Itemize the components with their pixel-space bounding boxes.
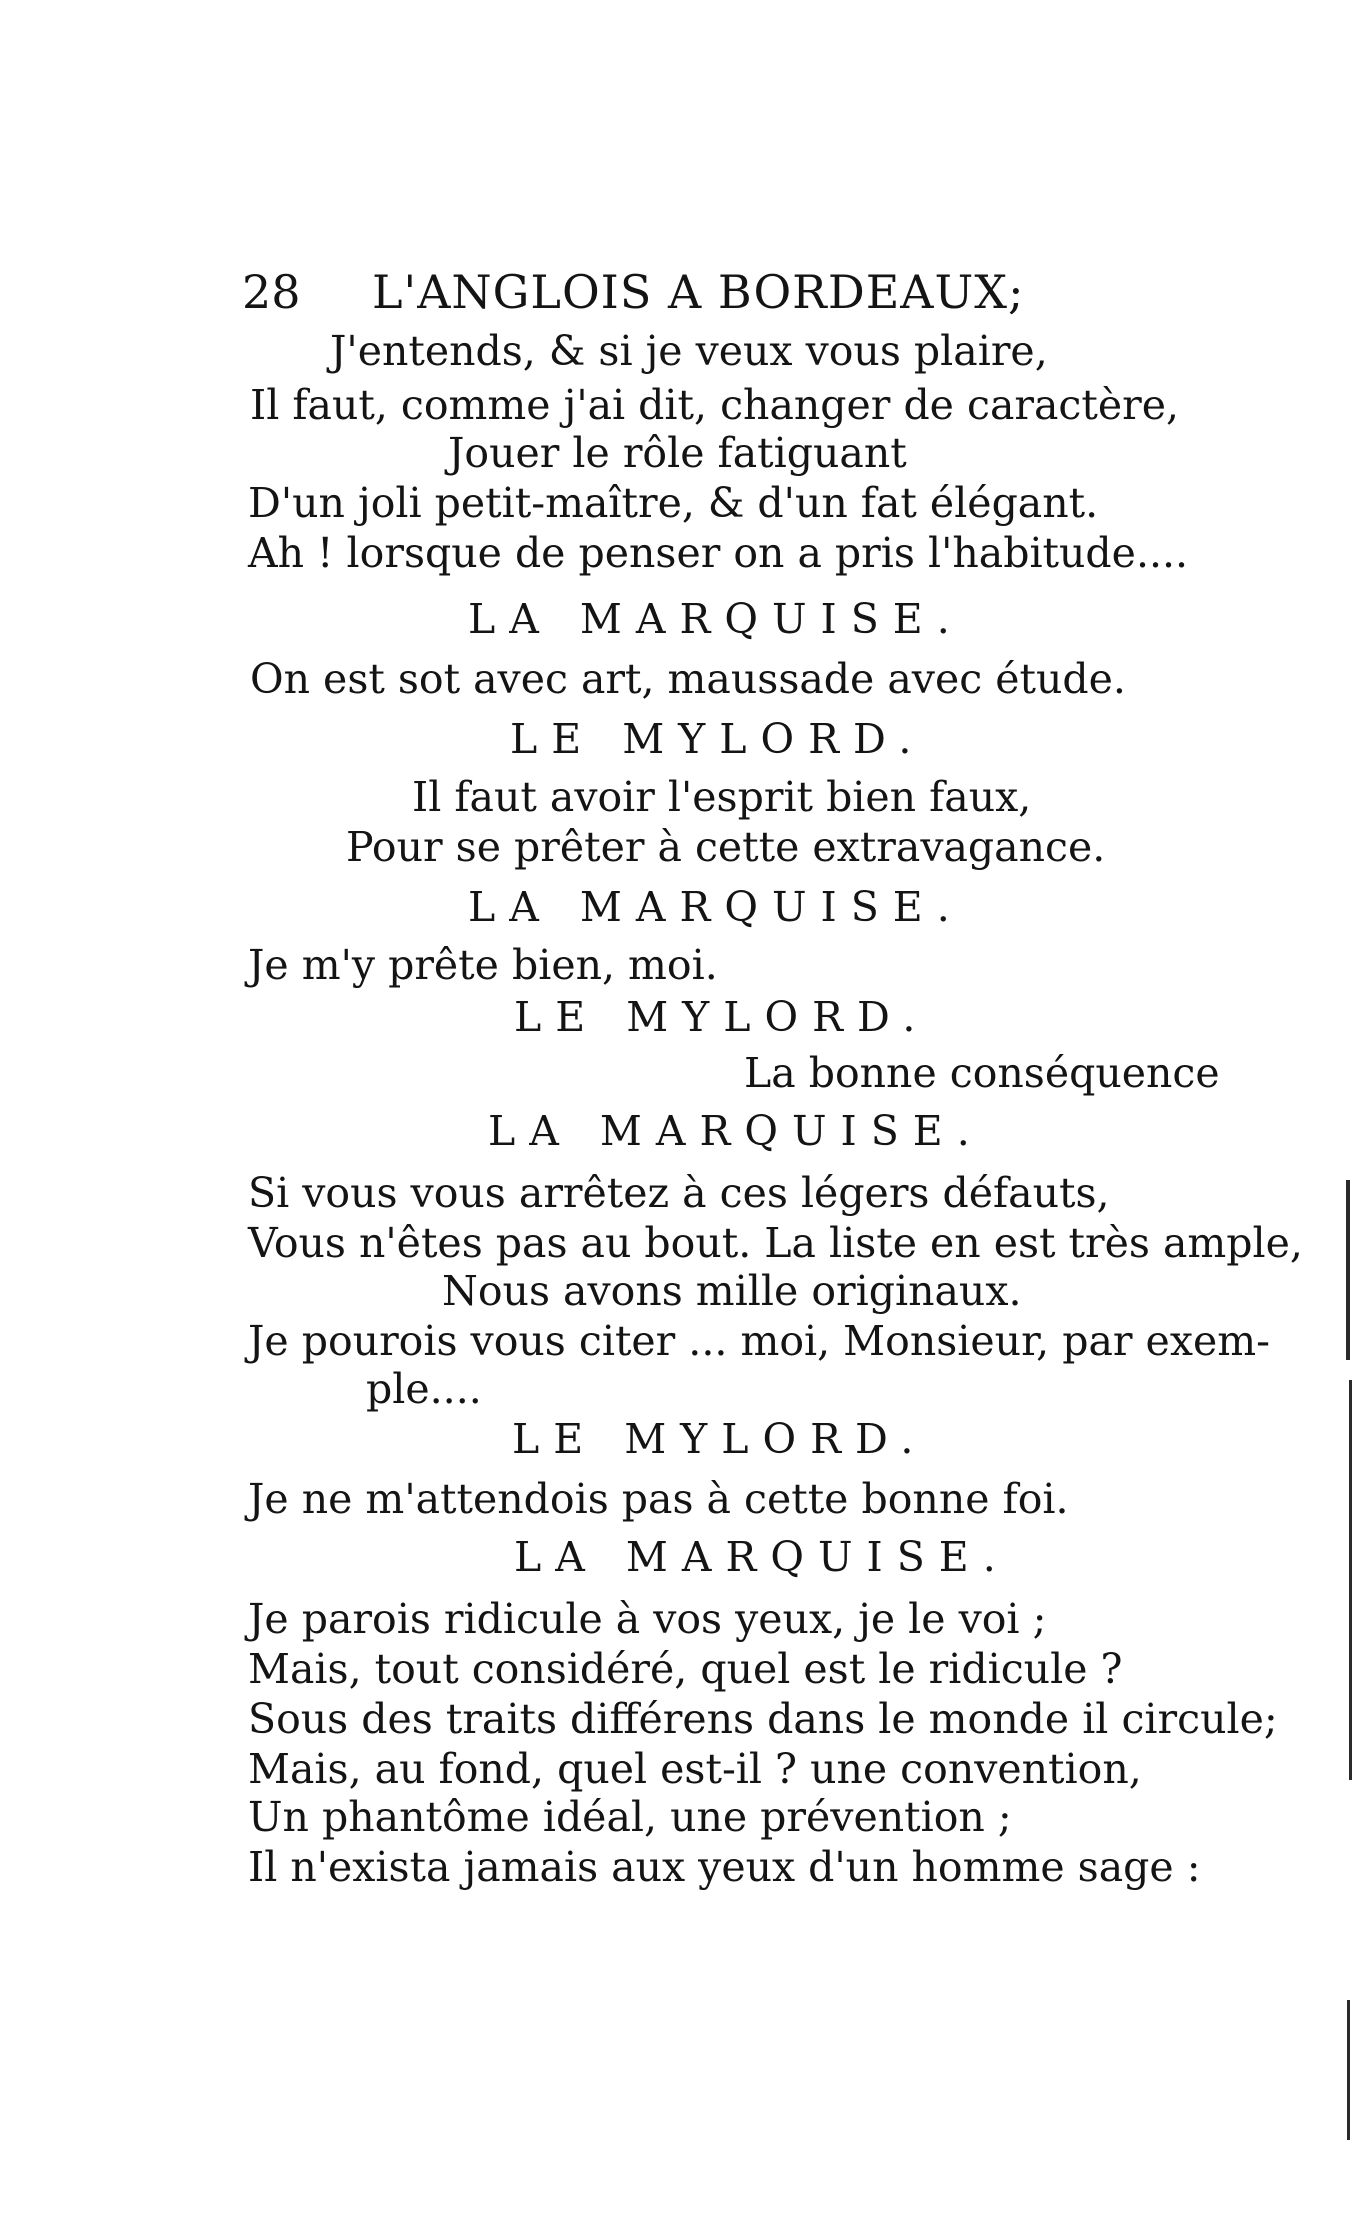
verse-line: ple.... (366, 1365, 482, 1413)
verse-line: La bonne conséquence (744, 1049, 1220, 1097)
verse-line: Il faut avoir l'esprit bien faux, (412, 773, 1032, 821)
speaker-name: LE MYLORD. (512, 1415, 928, 1463)
page-number: 28 (242, 265, 301, 319)
verse-line: Je parois ridicule à vos yeux, je le voi ; (248, 1595, 1047, 1643)
speaker-name: LA MARQUISE. (488, 1107, 984, 1155)
verse-line: J'entends, & si je veux vous plaire, (330, 327, 1048, 375)
verse-line: Mais, au fond, quel est-il ? une convention, (248, 1745, 1142, 1793)
verse-line: Sous des traits différens dans le monde il circule; (248, 1695, 1278, 1743)
verse-line: Vous n'êtes pas au bout. La liste en est très ample, (248, 1219, 1303, 1267)
speaker-name: LE MYLORD. (510, 715, 926, 763)
speaker-name: LA MARQUISE. (468, 595, 964, 643)
verse-line: Je ne m'attendois pas à cette bonne foi. (248, 1475, 1069, 1523)
page-header (242, 262, 1072, 322)
verse-line: Je m'y prête bien, moi. (248, 941, 718, 989)
verse-line: Un phantôme idéal, une prévention ; (248, 1793, 1012, 1841)
verse-line: Il n'exista jamais aux yeux d'un homme sage : (248, 1843, 1201, 1891)
verse-line: Pour se prêter à cette extravagance. (346, 823, 1106, 871)
speaker-name: LA MARQUISE. (468, 883, 964, 931)
verse-line: On est sot avec art, maussade avec étude. (250, 655, 1126, 703)
verse-line: Ah ! lorsque de penser on a pris l'habitude.... (248, 529, 1189, 577)
verse-line: D'un joli petit-maître, & d'un fat élégant. (248, 479, 1099, 527)
running-title: L'ANGLOIS A BORDEAUX; (372, 265, 1025, 319)
page-edge-shadow (1347, 2000, 1350, 2140)
verse-line: Si vous vous arrêtez à ces légers défauts, (248, 1169, 1110, 1217)
verse-line: Il faut, comme j'ai dit, changer de caractère, (250, 381, 1180, 429)
speaker-name: LE MYLORD. (514, 993, 930, 1041)
speaker-name: LA MARQUISE. (514, 1533, 1010, 1581)
verse-line: Mais, tout considéré, quel est le ridicule ? (248, 1645, 1123, 1693)
verse-line: Jouer le rôle fatiguant (448, 429, 907, 477)
page-edge-shadow (1346, 1180, 1350, 1360)
verse-line: Je pourois vous citer ... moi, Monsieur, par exem- (248, 1317, 1270, 1365)
verse-line: Nous avons mille originaux. (442, 1267, 1022, 1315)
